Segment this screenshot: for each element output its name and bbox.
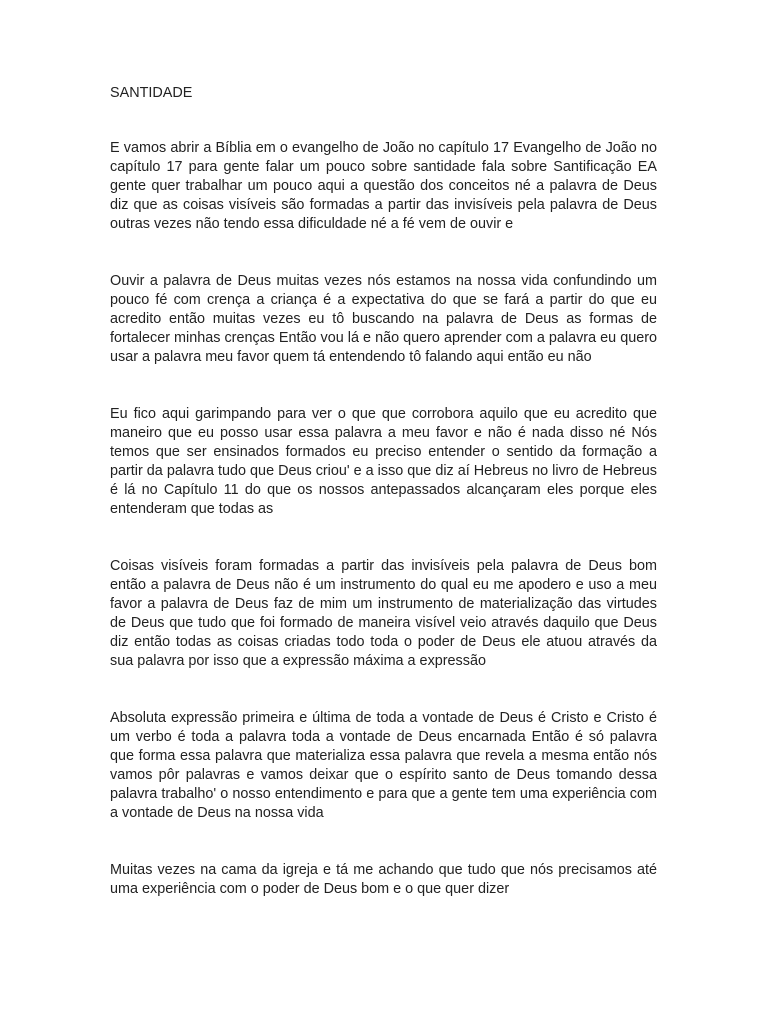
- paragraph-2: Ouvir a palavra de Deus muitas vezes nós estamos na nossa vida confundindo um pouco fé com crença a criança é a expectativa do que se fará a partir do que eu acredito então muitas vezes eu tô buscando na palavra de Deus as formas de fortalecer minhas crenças Então vou lá e não quero aprender com a palavra eu quero usar a palavra meu favor quem tá entendendo tô falando aqui então eu não: [110, 273, 657, 365]
- paragraph-6: Muitas vezes na cama da igreja e tá me achando que tudo que nós precisamos até uma experiência com o poder de Deus bom e o que quer dizer: [110, 862, 657, 897]
- paragraph-1: E vamos abrir a Bíblia em o evangelho de João no capítulo 17 Evangelho de João no capítulo 17 para gente falar um pouco sobre santidade fala sobre Santificação EA gente quer trabalhar um pouco aqui a questão dos conceitos né a palavra de Deus diz que as coisas visíveis são formadas a partir das invisíveis pela palavra de Deus outras vezes não tendo essa dificuldade né a fé vem de ouvir e: [110, 140, 657, 232]
- paragraph-3: Eu fico aqui garimpando para ver o que que corrobora aquilo que eu acredito que maneiro que eu posso usar essa palavra a meu favor e não é nada disso né Nós temos que ser ensinados formados eu preciso entender o sentido da formação a partir da palavra tudo que Deus criou' e a isso que diz aí Hebreus no livro de Hebreus é lá no Capítulo 11 do que os nossos antepassados alcançaram eles porque eles entenderam que todas as: [110, 406, 657, 517]
- document-page: [110, 84, 657, 937]
- paragraph-4: Coisas visíveis foram formadas a partir das invisíveis pela palavra de Deus bom então a palavra de Deus não é um instrumento do qual eu me apodero e uso a meu favor a palavra de Deus faz de mim um instrumento de materialização das virtudes de Deus que tudo que foi formado de maneira visível veio através daquilo que Deus diz então todas as coisas criadas todo toda o poder de Deus ele atuou através da sua palavra por isso que a expressão máxima a expressão: [110, 558, 657, 669]
- document-title: SANTIDADE: [110, 85, 193, 101]
- paragraph-5: Absoluta expressão primeira e última de toda a vontade de Deus é Cristo e Cristo é um verbo é toda a palavra toda a vontade de Deus encarnada Então é só palavra que forma essa palavra que materializa essa palavra que revela a mesma então nós vamos pôr palavras e vamos deixar que o espírito santo de Deus tomando dessa palavra trabalho' o nosso entendimento e para que a gente tem uma experiência com a vontade de Deus na nossa vida: [110, 710, 657, 821]
